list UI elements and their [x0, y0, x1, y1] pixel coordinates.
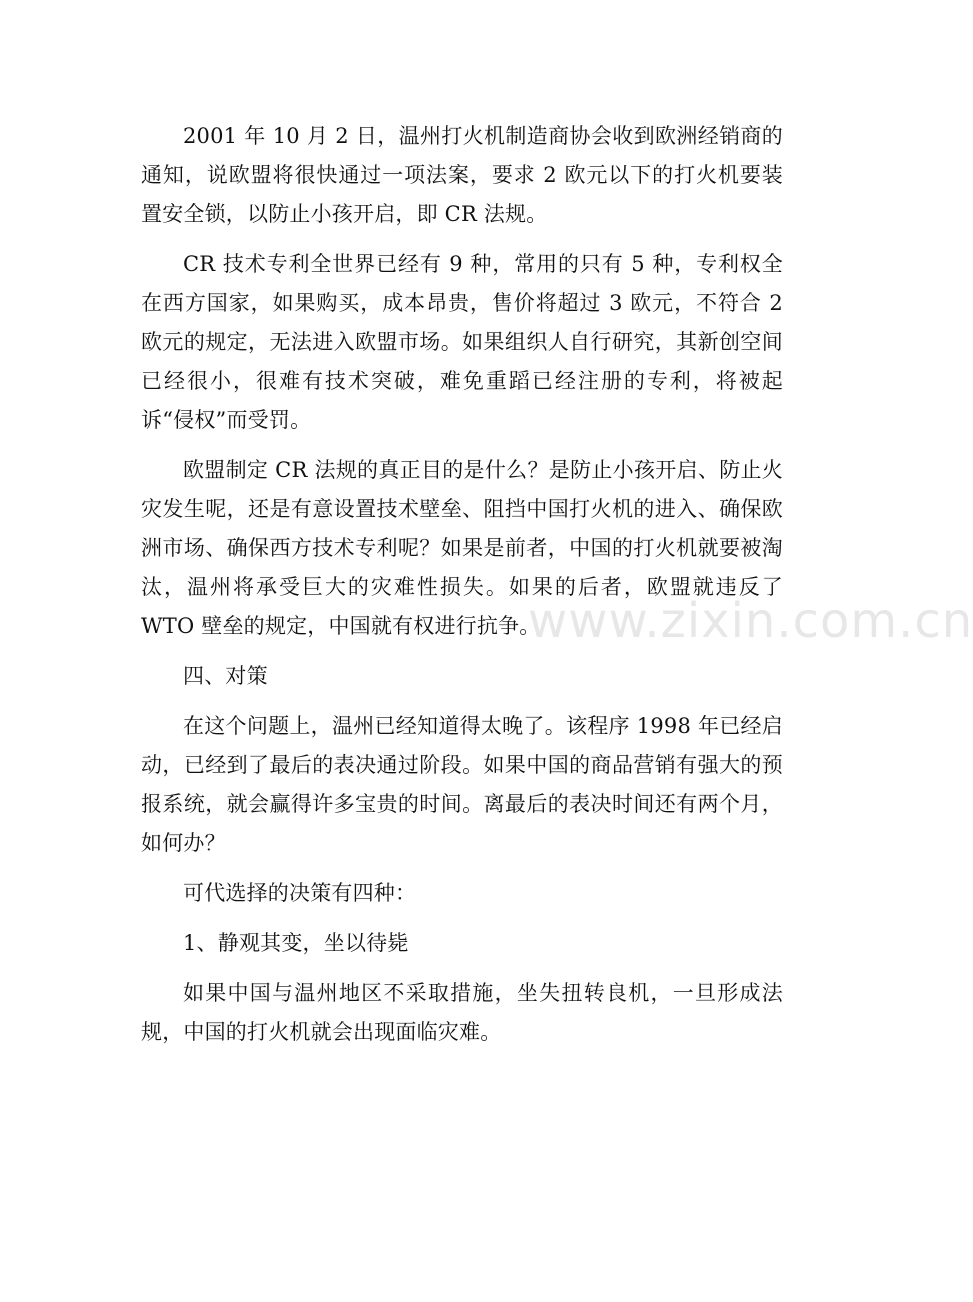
paragraph-eu-purpose: 欧盟制定 CR 法规的真正目的是什么？是防止小孩开启、防止火灾发生呢，还是有意设置技术壁垒、阻挡中国打火机的进入、确保欧洲市场、确保西方技术专利呢？如果是前者，中国的打火机就要被淘汰，温州将承受巨大的灾难性损失。如果的后者，欧盟就违反了 WTO 壁垒的规定，中国就有权进行抗争。 — [141, 458, 783, 638]
paragraph-four-options: 可代选择的决策有四种： — [183, 881, 417, 905]
paragraph-option-1: 如果中国与温州地区不采取措施，坐失扭转良机，一旦形成法规，中国的打火机就会出现面临灾难。 — [141, 981, 783, 1044]
paragraph-eu-notice: 2001 年 10 月 2 日，温州打火机制造商协会收到欧洲经销商的通知，说欧盟将很快通过一项法案，要求 2 欧元以下的打火机要装置安全锁，以防止小孩开启，即 CR 法规。 — [141, 124, 783, 226]
document-body — [141, 117, 783, 1063]
paragraph-too-late: 在这个问题上，温州已经知道得太晚了。该程序 1998 年已经启动，已经到了最后的表决通过阶段。如果中国的商品营销有强大的预报系统，就会赢得许多宝贵的时间。离最后的表决时间还有两个月，如何办？ — [141, 714, 783, 855]
option-heading-1: 1、静观其变，坐以待毙 — [183, 931, 409, 955]
watermark-text: www.zixin.com.cn — [528, 593, 973, 649]
section-heading-countermeasures: 四、对策 — [183, 664, 268, 688]
paragraph-cr-patents: CR 技术专利全世界已经有 9 种，常用的只有 5 种，专利权全在西方国家，如果购买，成本昂贵，售价将超过 3 欧元，不符合 2 欧元的规定，无法进入欧盟市场。如果组织人自行研究，其新创空间已经很小，很难有技术突破，难免重蹈已经注册的专利，将被起诉“侵权”而受罚。 — [141, 252, 783, 432]
